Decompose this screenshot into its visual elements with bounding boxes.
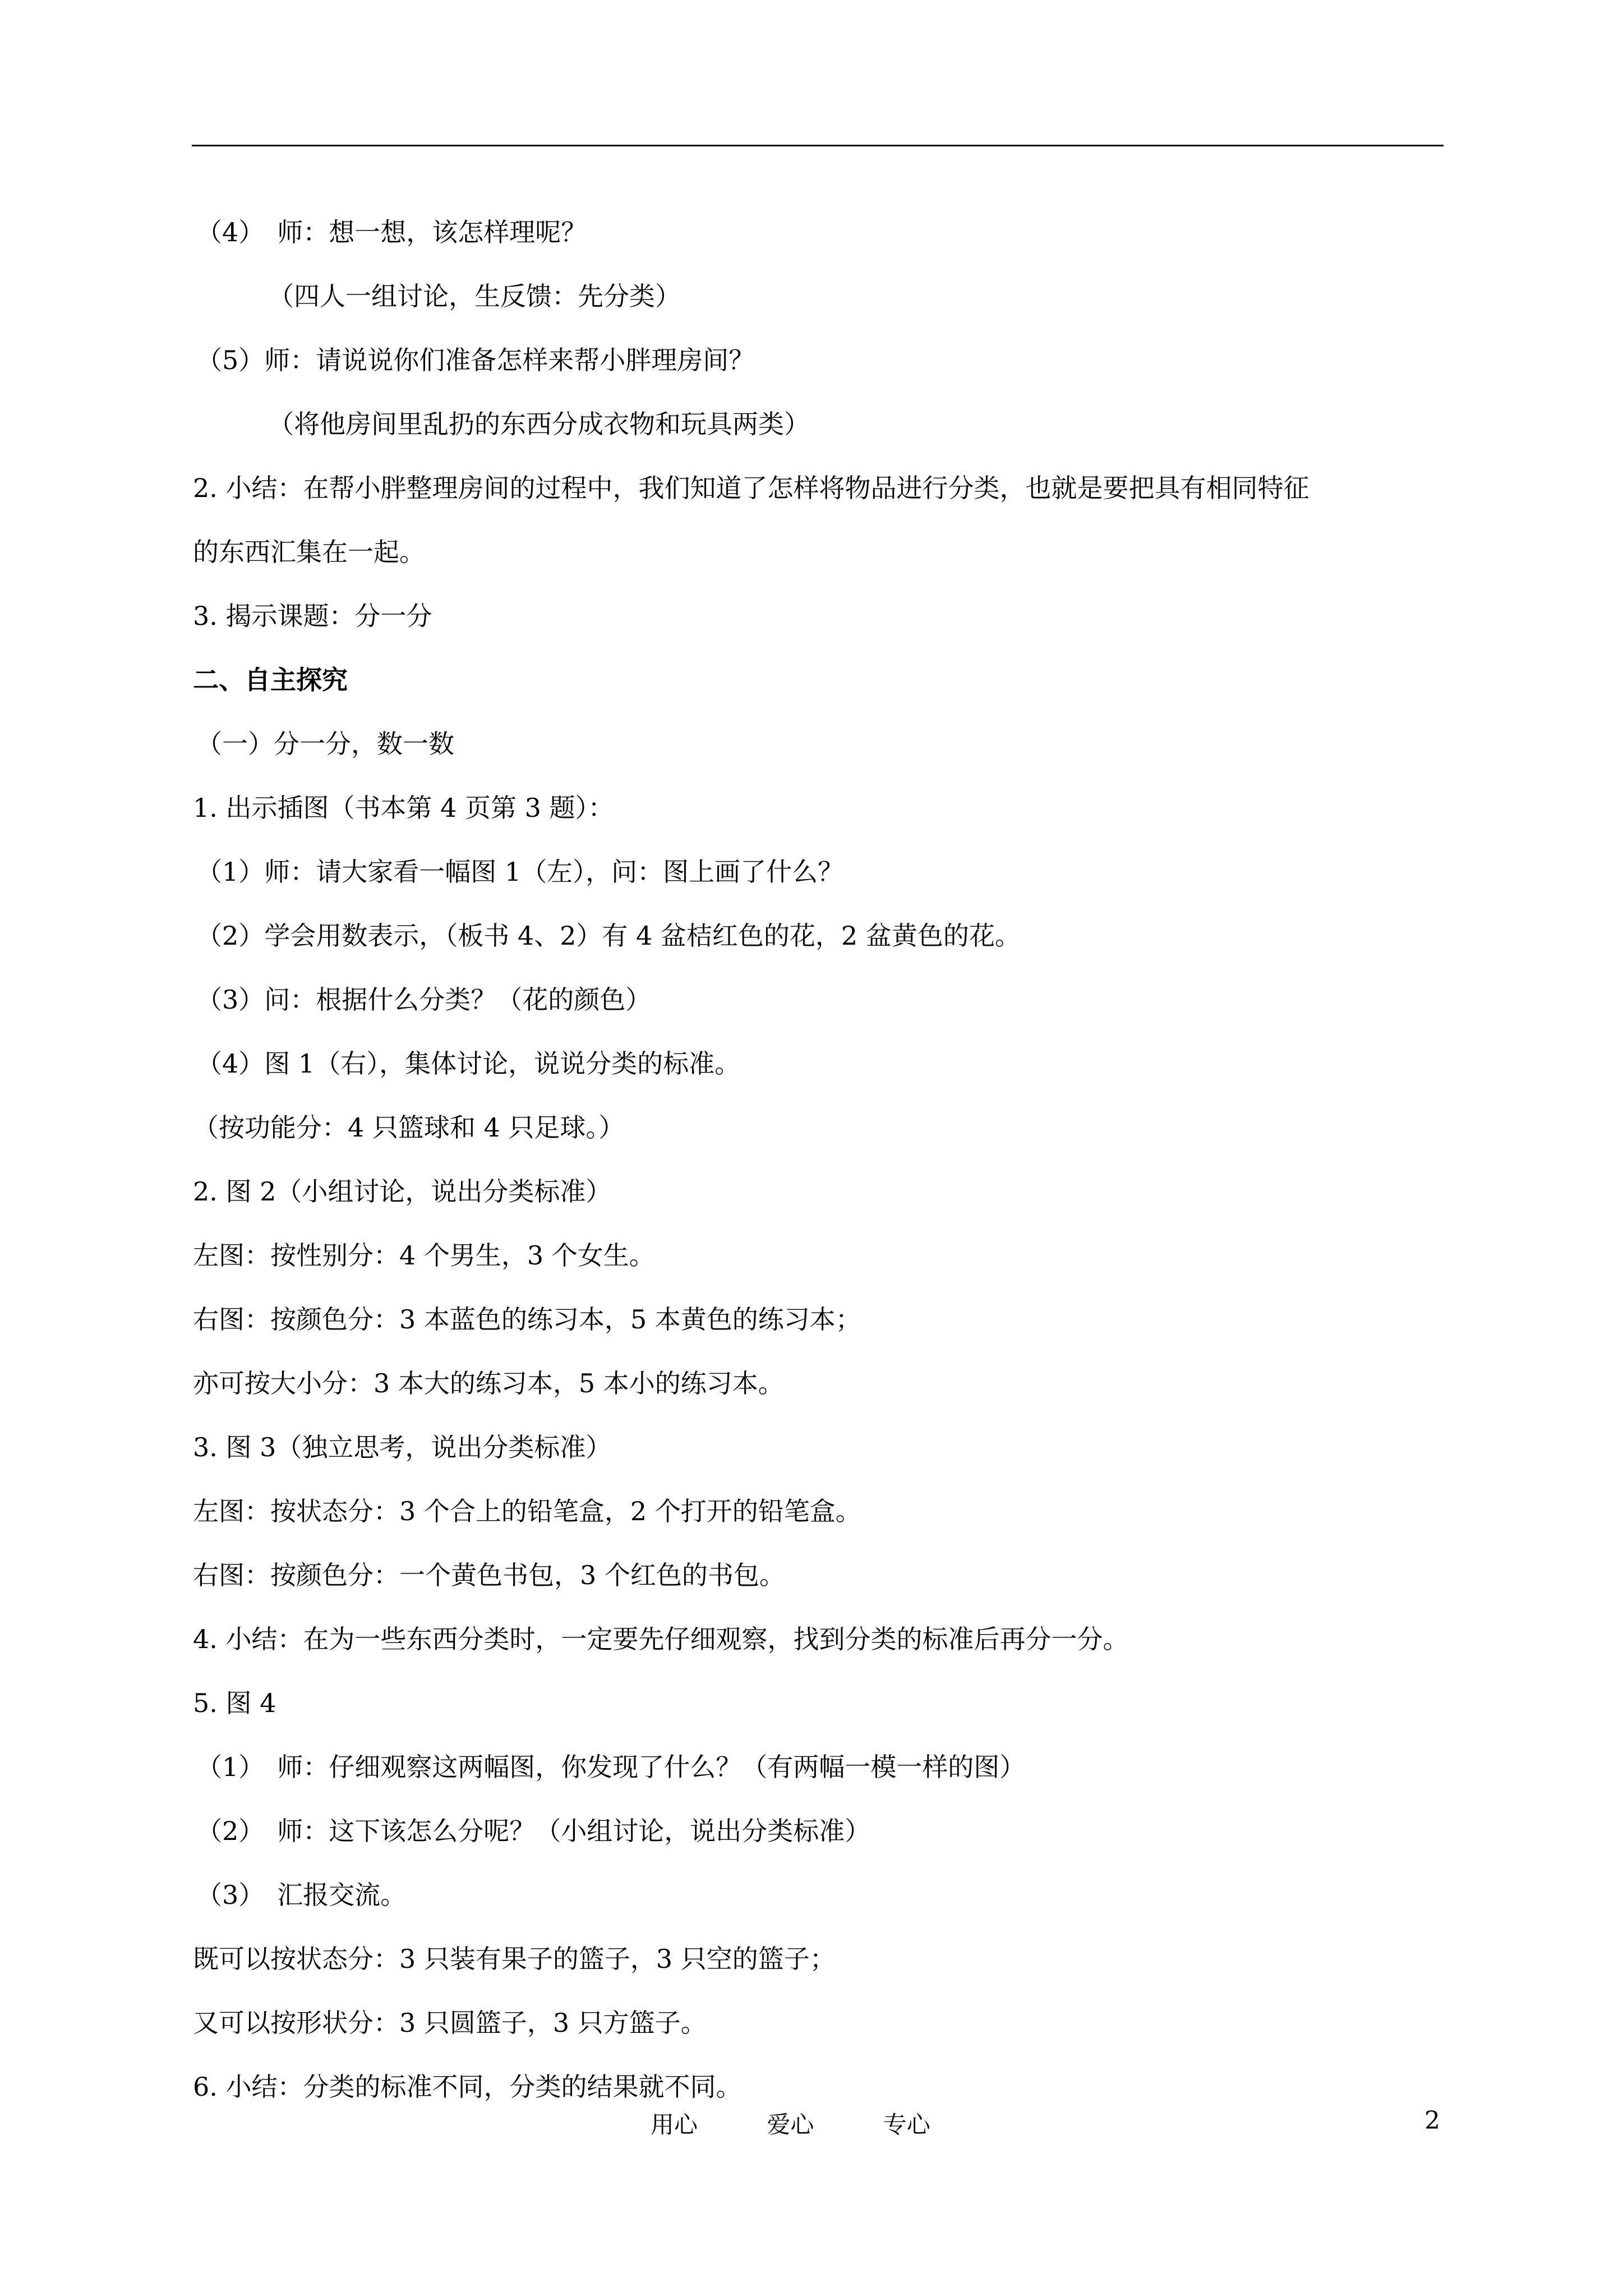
section-heading: 二、自主探究 [193,665,348,695]
motto-word: 爱心 [767,2111,814,2138]
text-line: （3） 汇报交流。 [196,1880,407,1910]
text-line: 4. 小结：在为一些东西分类时，一定要先仔细观察，找到分类的标准后再分一分。 [193,1624,1129,1654]
text-line: 右图：按颜色分：一个黄色书包，3 个红色的书包。 [193,1560,785,1590]
footer-motto [651,2106,930,2140]
text-line: 右图：按颜色分：3 本蓝色的练习本，5 本黄色的练习本； [193,1304,861,1335]
text-line: 左图：按状态分：3 个合上的铅笔盒，2 个打开的铅笔盒。 [193,1496,861,1526]
text-line: 既可以按状态分：3 只装有果子的篮子，3 只空的篮子； [193,1944,836,1974]
text-line: （四人一组讨论，生反馈：先分类） [268,281,681,311]
text-line: （4） 师：想一想，该怎样理呢？ [196,217,587,247]
text-line: 3. 揭示课题：分一分 [193,601,432,631]
text-line: 6. 小结：分类的标准不同，分类的结果就不同。 [193,2072,742,2102]
text-line: 1. 出示插图（书本第 4 页第 3 题）： [193,793,614,823]
text-line: （将他房间里乱扔的东西分成衣物和玩具两类） [268,409,810,439]
header-rule [192,145,1444,146]
text-line: （2）学会用数表示，（板书 4、2）有 4 盆桔红色的花，2 盆黄色的花。 [196,921,1021,951]
text-line: （4）图 1（右），集体讨论，说说分类的标准。 [196,1048,741,1079]
text-line: 2. 图 2（小组讨论，说出分类标准） [193,1176,612,1207]
text-line: （一）分一分，数一数 [196,729,454,759]
text-line: 的东西汇集在一起。 [193,537,425,567]
text-line: （3）问：根据什么分类？（花的颜色） [196,984,652,1015]
text-line: 又可以按形状分：3 只圆篮子，3 只方篮子。 [193,2008,707,2038]
motto-word: 专心 [883,2111,930,2138]
text-line: 2. 小结：在帮小胖整理房间的过程中，我们知道了怎样将物品进行分类，也就是要把具有相同特征 [193,473,1310,503]
text-line: 左图：按性别分：4 个男生，3 个女生。 [193,1240,655,1271]
text-line: （1） 师：仔细观察这两幅图，你发现了什么？（有两幅一模一样的图） [196,1752,1026,1782]
text-line: （1）师：请大家看一幅图 1（左），问：图上画了什么？ [196,857,844,887]
page-number: 2 [1424,2106,1440,2135]
text-line: 3. 图 3（独立思考，说出分类标准） [193,1432,612,1462]
text-line: 5. 图 4 [193,1688,276,1718]
text-line: （2） 师：这下该怎么分呢？（小组讨论，说出分类标准） [196,1816,871,1846]
text-line: （按功能分：4 只篮球和 4 只足球。） [193,1112,625,1143]
text-line: 亦可按大小分：3 本大的练习本，5 本小的练习本。 [193,1368,784,1398]
text-line: （5）师：请说说你们准备怎样来帮小胖理房间？ [196,345,755,375]
motto-word: 用心 [651,2111,698,2138]
